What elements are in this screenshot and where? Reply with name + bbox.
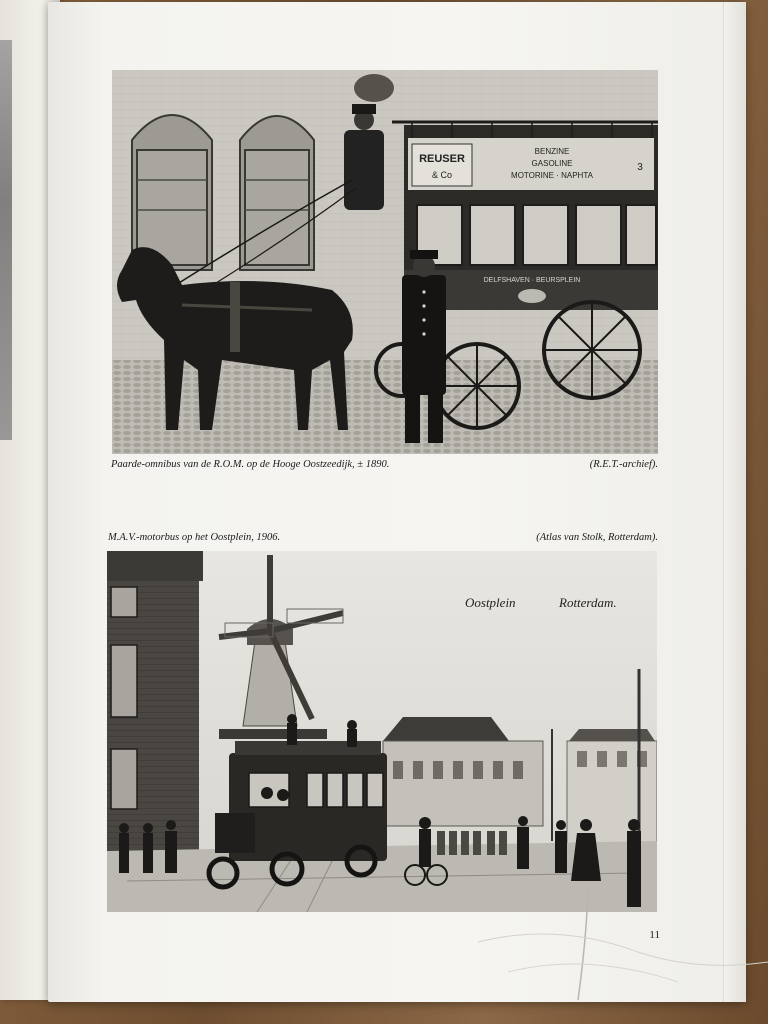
page-number: 11 (649, 929, 660, 941)
top-photo-credit: (R.E.T.-archief). (589, 459, 658, 470)
page-stack-edge (723, 2, 746, 1002)
page-crease (438, 882, 768, 1002)
motorbus-oostplein-photo (107, 551, 657, 912)
bottom-photo-caption: M.A.V.-motorbus op het Oostplein, 1906. (108, 532, 281, 543)
horse-omnibus-photo (112, 70, 658, 454)
svg-text:REUSER: REUSER (419, 153, 465, 165)
svg-text:GASOLINE: GASOLINE (531, 159, 573, 168)
book-page (48, 2, 746, 1002)
photo-text-oostplein: Oostplein (465, 595, 516, 610)
svg-text:BENZINE: BENZINE (534, 147, 570, 156)
svg-text:MOTORINE · NAPHTA: MOTORINE · NAPHTA (511, 171, 593, 180)
photo-text-rotterdam: Rotterdam. (559, 595, 617, 610)
svg-text:3: 3 (637, 162, 643, 173)
svg-text:& Co: & Co (431, 170, 453, 180)
top-photo-caption: Paarde-omnibus van de R.O.M. op de Hooge Oostzeedijk, ± 1890. (111, 459, 390, 470)
left-page-photo-sliver (0, 40, 12, 440)
svg-text:DELFSHAVEN · BEURSPLEIN: DELFSHAVEN · BEURSPLEIN (483, 277, 581, 284)
bottom-photo-credit: (Atlas van Stolk, Rotterdam). (536, 532, 658, 543)
